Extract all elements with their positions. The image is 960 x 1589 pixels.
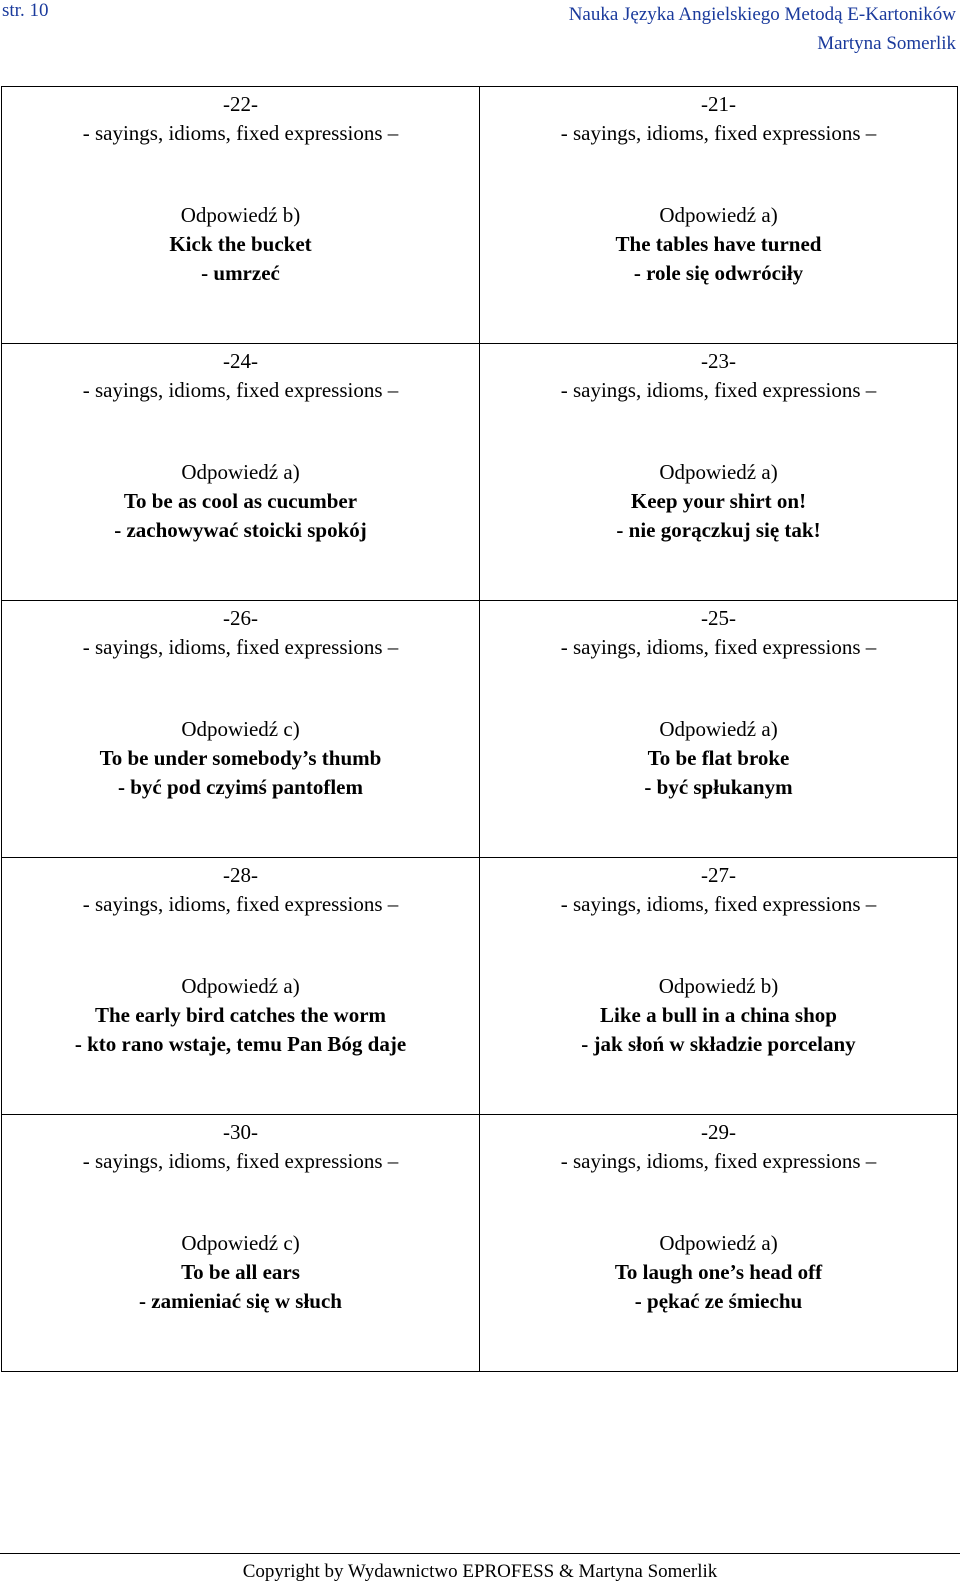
flashcard-row: [2, 344, 958, 601]
card-number: -23-: [701, 349, 736, 373]
card-translation: - umrzeć: [201, 261, 280, 285]
card-category: - sayings, idioms, fixed expressions –: [560, 378, 877, 402]
card-number: -26-: [223, 606, 258, 630]
copyright-footer: Copyright by Wydawnictwo EPROFESS & Martyna Somerlik: [242, 1561, 718, 1582]
card-translation: - być pod czyimś pantoflem: [118, 775, 363, 799]
card-number: -21-: [701, 92, 736, 116]
card-phrase: Keep your shirt on!: [630, 489, 807, 513]
card-answer: Odpowiedź a): [181, 974, 300, 998]
card-number: -24-: [223, 349, 258, 373]
card-phrase: Kick the bucket: [169, 232, 312, 256]
card-translation: - nie gorączkuj się tak!: [616, 518, 821, 542]
card-answer: Odpowiedź a): [659, 203, 778, 227]
card-answer: Odpowiedź b): [180, 203, 301, 227]
flashcard-grid: [1, 86, 958, 1372]
card-translation: - zamieniać się w słuch: [139, 1289, 342, 1313]
card-answer: Odpowiedź a): [659, 460, 778, 484]
document-title: Nauka Języka Angielskiego Metodą E-Kartoników: [568, 4, 956, 25]
card-category: - sayings, idioms, fixed expressions –: [82, 121, 399, 145]
card-category: - sayings, idioms, fixed expressions –: [82, 635, 399, 659]
card-translation: - kto rano wstaje, temu Pan Bóg daje: [74, 1032, 407, 1056]
card-translation: - pękać ze śmiechu: [634, 1289, 803, 1313]
card-answer: Odpowiedź a): [659, 1231, 778, 1255]
card-phrase: To be as cool as cucumber: [123, 489, 358, 513]
flashcard: [2, 87, 480, 344]
flashcard: [480, 858, 958, 1115]
card-number: -25-: [701, 606, 736, 630]
card-answer: Odpowiedź c): [181, 1231, 300, 1255]
flashcard-row: [2, 858, 958, 1115]
flashcard: [480, 1115, 958, 1372]
flashcard: [2, 858, 480, 1115]
card-phrase: To be under somebody’s thumb: [99, 746, 382, 770]
card-phrase: To be flat broke: [647, 746, 790, 770]
flashcard: [2, 1115, 480, 1372]
card-answer: Odpowiedź a): [659, 717, 778, 741]
flashcard: [2, 601, 480, 858]
card-number: -29-: [701, 1120, 736, 1144]
card-phrase: The early bird catches the worm: [94, 1003, 387, 1027]
footer-divider: [0, 1553, 960, 1554]
card-phrase: The tables have turned: [615, 232, 822, 256]
card-category: - sayings, idioms, fixed expressions –: [560, 1149, 877, 1173]
page-number: str. 10: [2, 0, 49, 21]
card-category: - sayings, idioms, fixed expressions –: [82, 1149, 399, 1173]
flashcard: [480, 601, 958, 858]
card-category: - sayings, idioms, fixed expressions –: [82, 892, 399, 916]
card-phrase: To laugh one’s head off: [614, 1260, 823, 1284]
card-translation: - być spłukanym: [644, 775, 793, 799]
flashcard: [480, 344, 958, 601]
card-category: - sayings, idioms, fixed expressions –: [560, 892, 877, 916]
card-number: -22-: [223, 92, 258, 116]
card-category: - sayings, idioms, fixed expressions –: [82, 378, 399, 402]
card-translation: - zachowywać stoicki spokój: [114, 518, 367, 542]
author-name: Martyna Somerlik: [817, 33, 956, 54]
flashcard: [480, 87, 958, 344]
card-phrase: To be all ears: [181, 1260, 300, 1284]
card-number: -27-: [701, 863, 736, 887]
flashcard-row: [2, 1115, 958, 1372]
card-answer: Odpowiedź c): [181, 717, 300, 741]
card-translation: - role się odwróciły: [633, 261, 804, 285]
page-header: [569, 0, 956, 58]
card-phrase: Like a bull in a china shop: [600, 1003, 837, 1027]
card-category: - sayings, idioms, fixed expressions –: [560, 121, 877, 145]
flashcard: [2, 344, 480, 601]
flashcard-row: [2, 601, 958, 858]
card-category: - sayings, idioms, fixed expressions –: [560, 635, 877, 659]
flashcard-row: [2, 87, 958, 344]
card-answer: Odpowiedź b): [658, 974, 779, 998]
card-translation: - jak słoń w składzie porcelany: [581, 1032, 856, 1056]
card-number: -28-: [223, 863, 258, 887]
card-answer: Odpowiedź a): [181, 460, 300, 484]
card-number: -30-: [223, 1120, 258, 1144]
